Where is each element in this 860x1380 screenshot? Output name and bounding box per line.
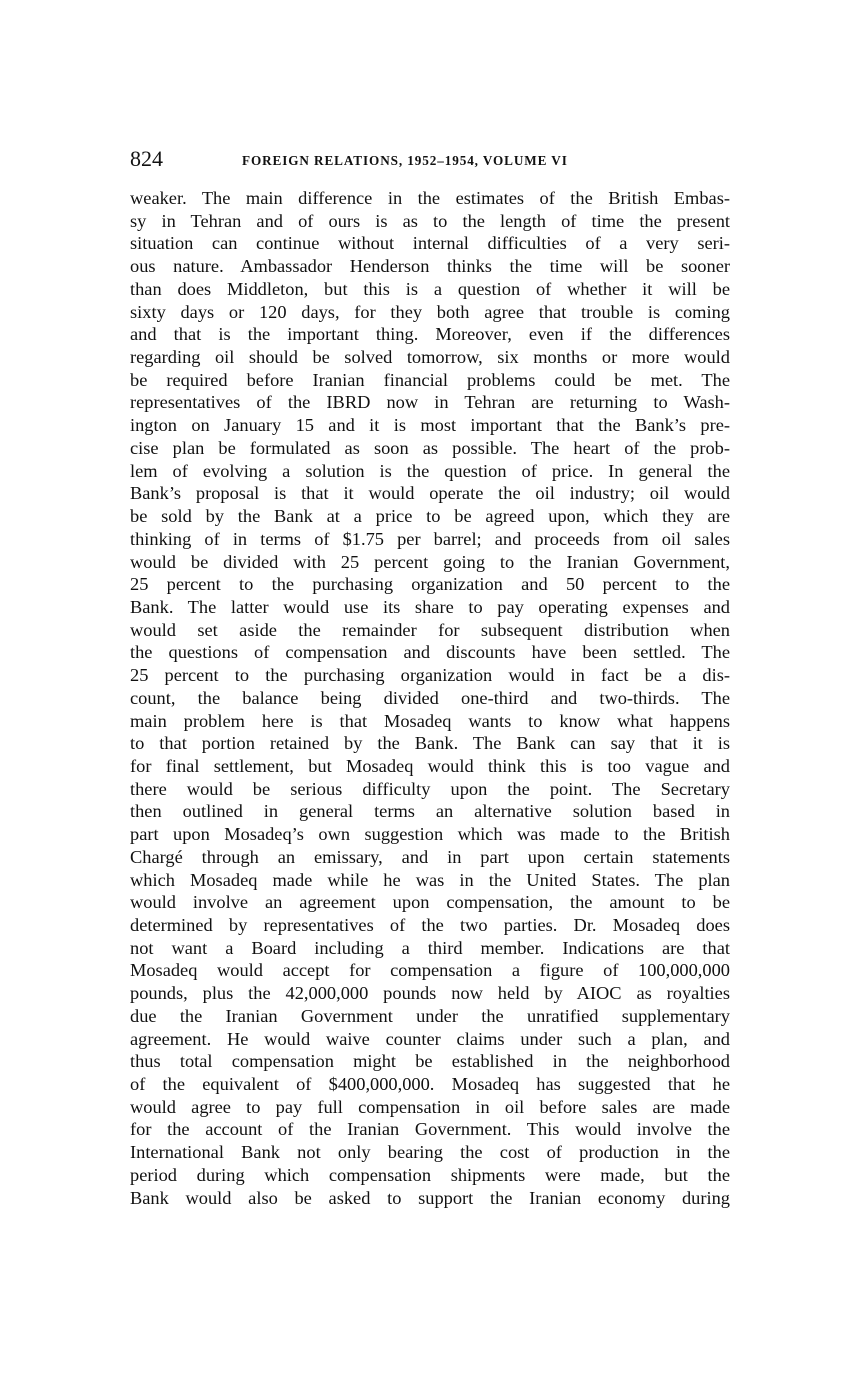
text-line: be sold by the Bank at a price to be agreed upon, which they are bbox=[130, 506, 730, 527]
text-line: 25 percent to the purchasing organization would in fact be a dis- bbox=[130, 665, 730, 686]
text-line: pounds, plus the 42,000,000 pounds now held by AIOC as royalties bbox=[130, 983, 730, 1004]
text-line: sy in Tehran and of ours is as to the length of time the present bbox=[130, 210, 730, 231]
text-line: ous nature. Ambassador Henderson thinks the time will be sooner bbox=[130, 256, 730, 277]
text-line: would agree to pay full compensation in oil before sales are made bbox=[130, 1096, 730, 1117]
text-line: International Bank not only bearing the cost of production in the bbox=[130, 1142, 730, 1163]
text-line: lem of evolving a solution is the question of price. In general the bbox=[130, 460, 730, 481]
text-line: ington on January 15 and it is most important that the Bank’s pre- bbox=[130, 415, 730, 436]
text-line: thus total compensation might be established in the neighborhood bbox=[130, 1051, 730, 1072]
text-line: representatives of the IBRD now in Tehran are returning to Wash- bbox=[130, 392, 730, 413]
text-line: for final settlement, but Mosadeq would think this is too vague and bbox=[130, 755, 730, 776]
text-line: cise plan be formulated as soon as possible. The heart of the prob- bbox=[130, 437, 730, 458]
text-line: which Mosadeq made while he was in the United States. The plan bbox=[130, 869, 730, 890]
text-line: 25 percent to the purchasing organization and 50 percent to the bbox=[130, 574, 730, 595]
text-line: to that portion retained by the Bank. The Bank can say that it is bbox=[130, 733, 730, 754]
text-line: regarding oil should be solved tomorrow, six months or more would bbox=[130, 347, 730, 368]
text-line: Bank. The latter would use its share to pay operating expenses and bbox=[130, 596, 730, 617]
body-paragraph bbox=[130, 187, 730, 1209]
page-number: 824 bbox=[130, 146, 163, 171]
text-line: part upon Mosadeq’s own suggestion which was made to the British bbox=[130, 824, 730, 845]
text-line: be required before Iranian financial problems could be met. The bbox=[130, 369, 730, 390]
text-line: due the Iranian Government under the unratified supplementary bbox=[130, 1005, 730, 1026]
text-line: main problem here is that Mosadeq wants to know what happens bbox=[130, 710, 730, 731]
text-line: the questions of compensation and discounts have been settled. The bbox=[130, 642, 730, 663]
text-line: would be divided with 25 percent going to the Iranian Government, bbox=[130, 551, 730, 572]
text-line: agreement. He would waive counter claims under such a plan, and bbox=[130, 1028, 730, 1049]
text-line: determined by representatives of the two parties. Dr. Mosadeq does bbox=[130, 915, 730, 935]
text-line: not want a Board including a third member. Indications are that bbox=[130, 937, 730, 958]
text-line: then outlined in general terms an alternative solution based in bbox=[130, 801, 730, 822]
text-line: count, the balance being divided one-third and two-thirds. The bbox=[130, 687, 730, 708]
text-line: Bank would also be asked to support the Iranian economy during bbox=[130, 1187, 730, 1208]
text-line: weaker. The main difference in the estimates of the British Embas- bbox=[130, 188, 730, 208]
text-line: Bank’s proposal is that it would operate the oil industry; oil would bbox=[130, 483, 730, 504]
text-line: period during which compensation shipments were made, but the bbox=[130, 1164, 730, 1185]
text-line: would set aside the remainder for subsequent distribution when bbox=[130, 619, 730, 640]
text-line: for the account of the Iranian Government. This would involve the bbox=[130, 1119, 730, 1140]
text-line: would involve an agreement upon compensation, the amount to be bbox=[130, 892, 730, 913]
text-line: than does Middleton, but this is a question of whether it will be bbox=[130, 278, 730, 299]
text-line: situation can continue without internal difficulties of a very seri- bbox=[130, 233, 730, 254]
text-line: Mosadeq would accept for compensation a figure of 100,000,000 bbox=[130, 960, 730, 981]
text-line: and that is the important thing. Moreover, even if the differences bbox=[130, 324, 730, 345]
text-line: thinking of in terms of $1.75 per barrel; and proceeds from oil sales bbox=[130, 528, 730, 549]
running-head bbox=[130, 146, 730, 176]
text-line: Chargé through an emissary, and in part upon certain statements bbox=[130, 846, 730, 867]
text-line: of the equivalent of $400,000,000. Mosadeq has suggested that he bbox=[130, 1074, 730, 1095]
running-title: FOREIGN RELATIONS, 1952–1954, VOLUME VI bbox=[242, 153, 568, 168]
text-line: there would be serious difficulty upon the point. The Secretary bbox=[130, 778, 730, 799]
text-line: sixty days or 120 days, for they both agree that trouble is coming bbox=[130, 301, 730, 322]
